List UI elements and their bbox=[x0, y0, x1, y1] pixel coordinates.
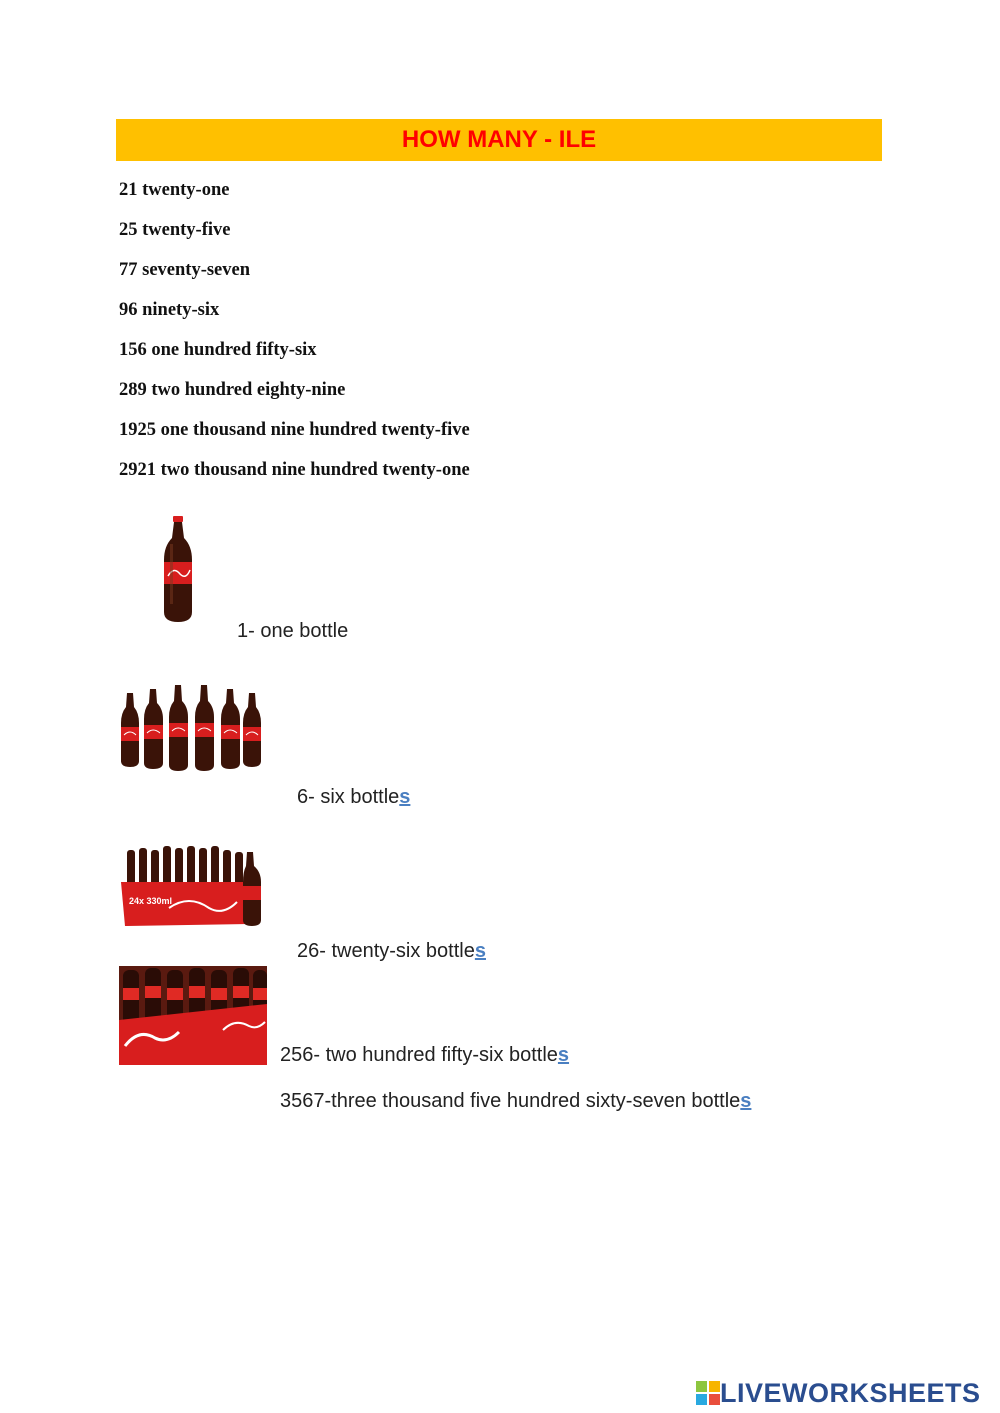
bottle-sentence-6: 6- six bottles bbox=[297, 786, 411, 808]
number-item: 77 seventy-seven bbox=[119, 260, 251, 280]
single-bottle-image bbox=[160, 516, 196, 624]
bottle-sentence-3567: 3567-three thousand five hundred sixty-seven bottles bbox=[280, 1090, 752, 1112]
bottle-case-image bbox=[119, 842, 265, 928]
bottle-sentence-26: 26- twenty-six bottles bbox=[297, 940, 486, 962]
case-label: 24x 330ml bbox=[129, 896, 173, 906]
logo-text: LIVEWORKSHEETS bbox=[720, 1377, 981, 1408]
liveworksheets-logo bbox=[696, 1377, 981, 1409]
number-item: 25 twenty-five bbox=[119, 220, 231, 240]
number-item: 2921 two thousand nine hundred twenty-one bbox=[119, 460, 470, 480]
bottle-shelf-image bbox=[119, 966, 267, 1065]
page-title: HOW MANY - ILE bbox=[401, 126, 597, 153]
number-word-list bbox=[119, 176, 470, 496]
number-item: 96 ninety-six bbox=[119, 300, 220, 320]
number-item: 289 two hundred eighty-nine bbox=[119, 380, 346, 400]
number-item: 1925 one thousand nine hundred twenty-five bbox=[119, 420, 470, 440]
number-item: 156 one hundred fifty-six bbox=[119, 340, 317, 360]
logo-grid-icon bbox=[696, 1381, 720, 1405]
title-banner bbox=[116, 119, 882, 161]
bottle-sentence-256: 256- two hundred fifty-six bottles bbox=[280, 1044, 570, 1066]
six-bottles-image bbox=[119, 683, 265, 771]
bottle-sentence-1: 1- one bottle bbox=[237, 620, 349, 642]
number-item: 21 twenty-one bbox=[119, 180, 230, 200]
